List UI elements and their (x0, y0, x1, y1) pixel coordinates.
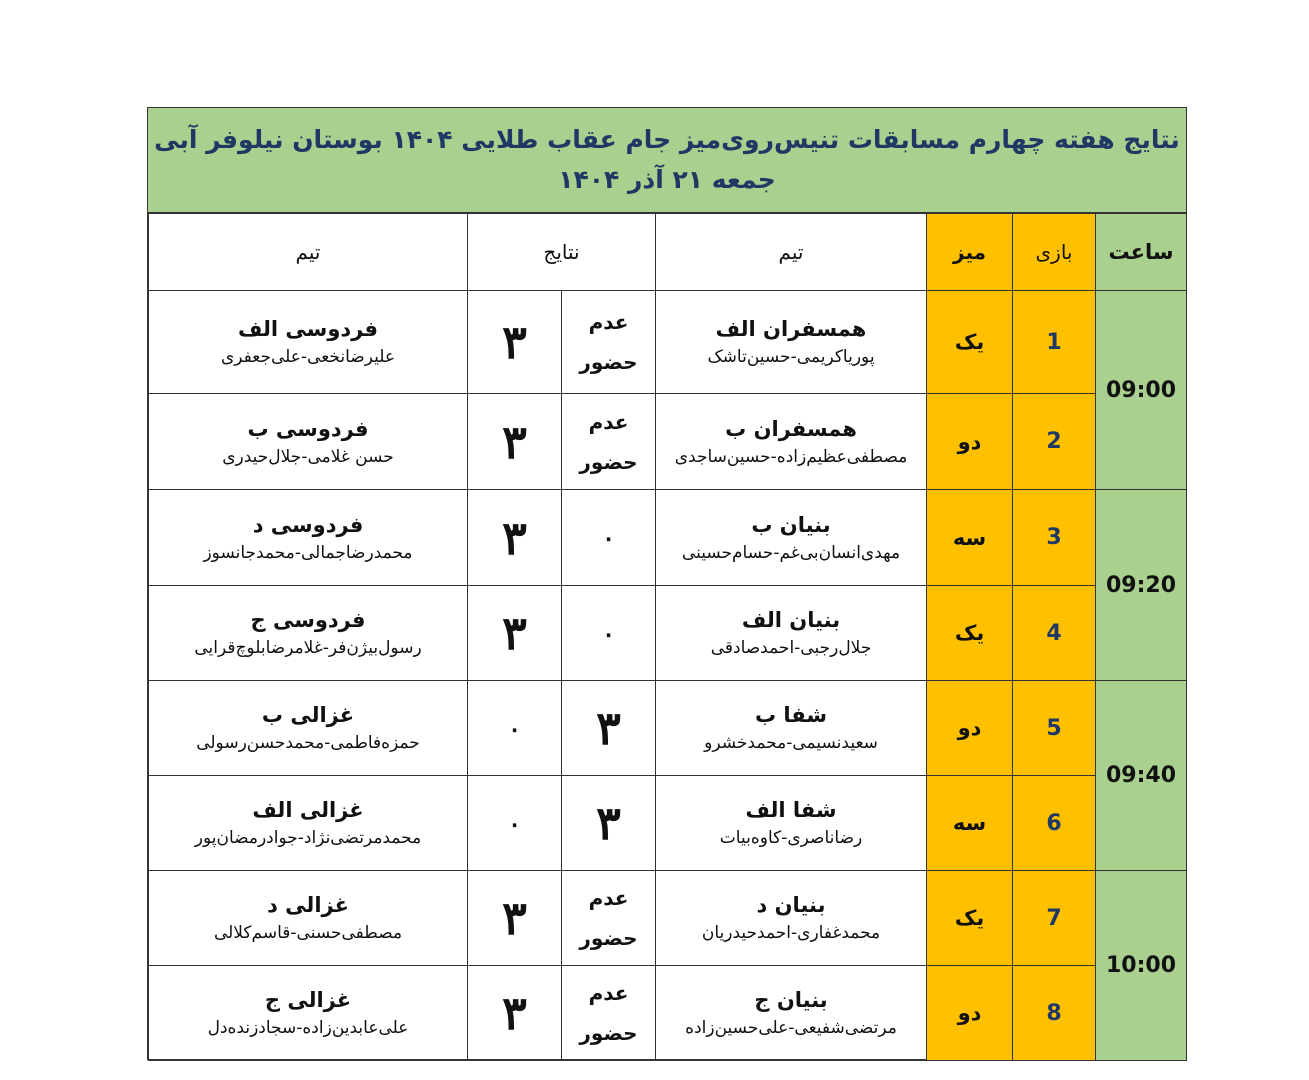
home-team-name: بنیان ج (754, 988, 828, 1012)
home-score-value: عدم حضور (579, 310, 638, 374)
game-number: 4 (1013, 586, 1096, 681)
home-team-name: بنیان ب (751, 512, 831, 537)
home-team-players: مهدی‌انسان‌بی‌غم-حسام‌حسینی (681, 542, 901, 563)
away-score-value: ۰ (508, 808, 521, 838)
home-score (562, 394, 656, 490)
away-score-value: ۳ (502, 510, 527, 565)
home-team-cell (656, 394, 927, 490)
home-team-name: شفا الف (745, 798, 837, 822)
home-score (562, 966, 656, 1061)
table-row (149, 291, 1187, 394)
home-team-cell (656, 586, 927, 681)
away-team-players: رسول‌بیژن‌فر-غلامرضابلوچ‌قرایی (194, 638, 422, 658)
home-team-name: بنیان الف (741, 608, 841, 632)
away-team-cell (149, 586, 468, 681)
away-score (468, 966, 562, 1061)
away-team-cell (149, 394, 468, 490)
home-team-players: محمدغفاری-احمدحیدریان (701, 923, 881, 943)
table-row (149, 871, 1187, 966)
table-number: دو (927, 681, 1013, 776)
table-number: یک (927, 291, 1013, 394)
home-team-cell (656, 291, 927, 394)
header-team-home: تیم (656, 214, 927, 291)
home-team-name: شفا ب (754, 703, 828, 727)
away-score (468, 681, 562, 776)
away-team-players: محمدرضاجمالی-محمدجانسوز (203, 542, 413, 563)
home-team-cell (656, 966, 927, 1061)
away-team-players: حمزه‌فاطمی-محمدحسن‌رسولی (196, 733, 420, 753)
game-number: 8 (1013, 966, 1096, 1061)
home-score (562, 586, 656, 681)
away-score (468, 871, 562, 966)
away-team-players: مصطفی‌حسنی-قاسم‌کلالی (213, 923, 403, 943)
table-row (149, 776, 1187, 871)
page-date: جمعه ۲۱ آذر ۱۴۰۴ (558, 165, 776, 194)
home-score (562, 291, 656, 394)
table-number: دو (927, 966, 1013, 1061)
home-score (562, 871, 656, 966)
home-score (562, 776, 656, 871)
away-team-name: فردوسی ب (247, 416, 369, 441)
away-team-players: محمدمرتضی‌نژاد-جوادرمضان‌پور (194, 828, 422, 848)
table-row (149, 394, 1187, 490)
away-team-cell (149, 871, 468, 966)
header-results: نتایج (468, 214, 656, 291)
home-score (562, 490, 656, 586)
table-number: یک (927, 871, 1013, 966)
title-band (148, 108, 1186, 213)
home-team-players: سعیدنسیمی-محمدخشرو (704, 733, 878, 753)
away-score (468, 586, 562, 681)
home-team-cell (656, 871, 927, 966)
table-row (149, 966, 1187, 1061)
away-team-players: علی‌عابدین‌زاده-سجادزنده‌دل (207, 1018, 409, 1038)
away-team-players: حسن غلامی-جلال‌حیدری (222, 446, 394, 467)
away-team-name: غزالی ج (264, 988, 352, 1012)
away-score-value: ۳ (502, 414, 527, 469)
home-team-players: جلال‌رجبی-احمدصادقی (710, 638, 872, 658)
home-team-name: بنیان د (756, 893, 826, 917)
home-team-players: مصطفی‌عظیم‌زاده-حسین‌ساجدی (674, 446, 908, 467)
results-sheet (147, 107, 1187, 1060)
away-team-name: فردوسی د (252, 512, 364, 537)
table-number: سه (927, 490, 1013, 586)
page-title: نتایج هفته چهارم مسابقات تنیس‌روی‌میز جام عقاب طلایی ۱۴۰۴ بوستان نیلوفر آبی (154, 125, 1180, 154)
away-score (468, 490, 562, 586)
away-team-name: غزالی د (267, 893, 349, 917)
table-number: سه (927, 776, 1013, 871)
time-slot: 09:40 (1096, 681, 1187, 871)
home-team-cell (656, 776, 927, 871)
away-score (468, 776, 562, 871)
away-team-name: فردوسی ج (250, 608, 366, 632)
game-number: 1 (1013, 291, 1096, 394)
table-row (149, 681, 1187, 776)
home-team-cell (656, 681, 927, 776)
away-score-value: ۳ (502, 891, 527, 945)
time-slot: 09:20 (1096, 490, 1187, 681)
home-team-name: همسفران الف (715, 317, 867, 341)
header-row (149, 214, 1187, 291)
game-number: 2 (1013, 394, 1096, 490)
home-score (562, 681, 656, 776)
game-number: 5 (1013, 681, 1096, 776)
away-team-players: علیرضانخعی-علی‌جعفری (220, 347, 396, 367)
time-slot: 10:00 (1096, 871, 1187, 1061)
header-table: میز (927, 214, 1013, 291)
header-time: ساعت (1096, 214, 1187, 291)
game-number: 6 (1013, 776, 1096, 871)
home-team-players: پوریاکریمی-حسین‌تاشک (707, 347, 875, 367)
away-team-cell (149, 291, 468, 394)
time-slot: 09:00 (1096, 291, 1187, 490)
home-team-players: مرتضی‌شفیعی-علی‌حسین‌زاده (685, 1018, 897, 1038)
home-team-name: همسفران ب (725, 416, 857, 441)
away-score-value: ۳ (502, 315, 527, 369)
away-team-cell (149, 490, 468, 586)
away-team-name: غزالی الف (252, 798, 364, 822)
results-table (148, 213, 1187, 1061)
home-team-players: رضاناصری-کاوه‌بیات (719, 828, 863, 848)
table-number: یک (927, 586, 1013, 681)
table-number: دو (927, 394, 1013, 490)
header-team-away: تیم (149, 214, 468, 291)
table-row (149, 490, 1187, 586)
home-score-value: عدم حضور (579, 981, 638, 1045)
home-score-value: ۰ (602, 523, 615, 552)
away-score (468, 394, 562, 490)
home-score-value: عدم حضور (579, 409, 638, 474)
away-team-name: فردوسی الف (238, 317, 378, 341)
away-score-value: ۳ (502, 606, 527, 660)
game-number: 7 (1013, 871, 1096, 966)
away-score (468, 291, 562, 394)
away-team-name: غزالی ب (261, 703, 355, 727)
away-score-value: ۰ (508, 713, 521, 743)
away-team-cell (149, 776, 468, 871)
game-number: 3 (1013, 490, 1096, 586)
home-score-value: ۳ (596, 701, 621, 755)
away-score-value: ۳ (502, 986, 527, 1040)
home-team-cell (656, 490, 927, 586)
away-team-cell (149, 681, 468, 776)
header-game: بازی (1013, 214, 1096, 291)
table-row (149, 586, 1187, 681)
home-score-value: عدم حضور (579, 886, 638, 950)
home-score-value: ۳ (596, 796, 621, 850)
home-score-value: ۰ (602, 618, 615, 648)
away-team-cell (149, 966, 468, 1061)
